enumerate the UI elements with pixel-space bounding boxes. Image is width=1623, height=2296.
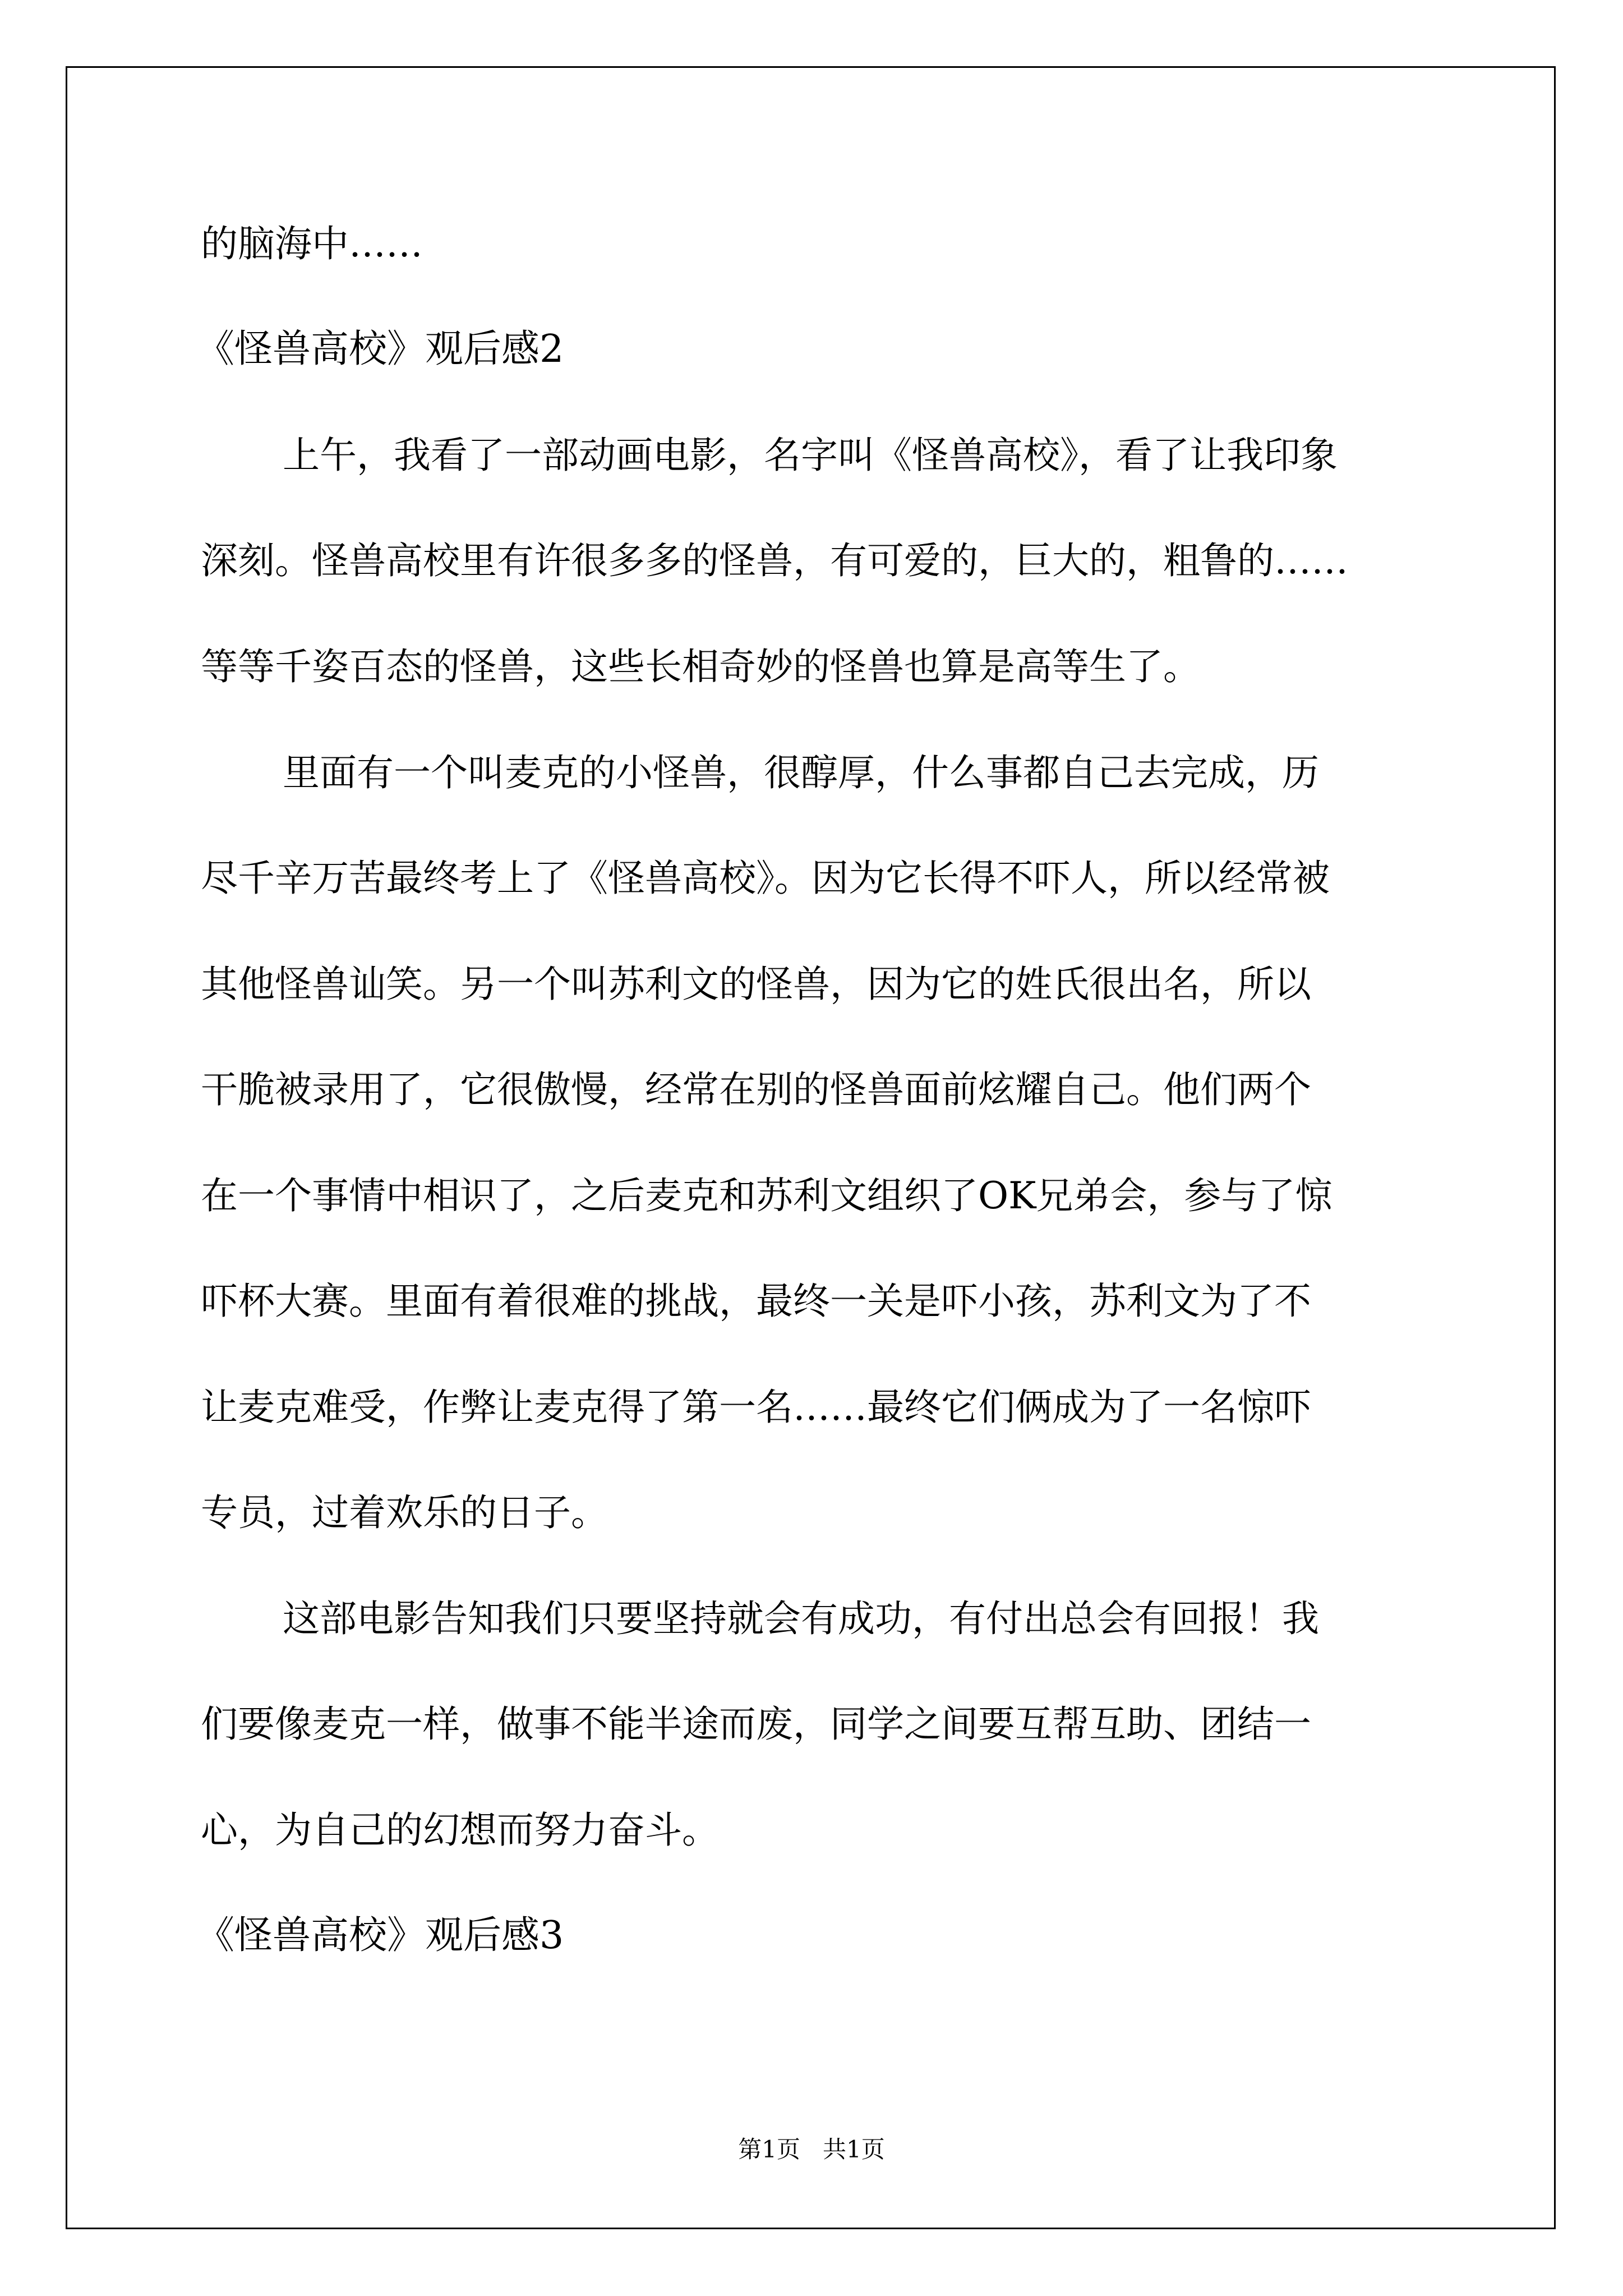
text-line: 的脑海中…… (201, 222, 423, 265)
paragraph-line: 吓杯大赛。里面有着很难的挑战，最终一关是吓小孩，苏利文为了不 (201, 1280, 1311, 1323)
paragraph-line: 上午，我看了一部动画电影，名字叫《怪兽高校》，看了让我印象 (283, 434, 1338, 477)
paragraph-line: 里面有一个叫麦克的小怪兽，很醇厚，什么事都自己去完成，历 (283, 751, 1319, 794)
paragraph-line: 心，为自己的幻想而努力奋斗。 (201, 1809, 719, 1852)
section-heading: 《怪兽高校》观后感2 (196, 327, 564, 371)
paragraph-line: 深刻。怪兽高校里有许很多多的怪兽，有可爱的，巨大的，粗鲁的…… (201, 539, 1348, 582)
page-footer (0, 2133, 1623, 2166)
paragraph-line: 尽千辛万苦最终考上了《怪兽高校》。因为它长得不吓人，所以经常被 (201, 857, 1330, 900)
page-total: 共1页 (823, 2136, 885, 2163)
paragraph-line: 们要像麦克一样，做事不能半途而废，同学之间要互帮互助、团结一 (201, 1703, 1311, 1746)
page-number: 第1页 (738, 2136, 800, 2163)
paragraph-line: 这部电影告知我们只要坚持就会有成功，有付出总会有回报！我 (283, 1597, 1319, 1640)
paragraph-line: 在一个事情中相识了，之后麦克和苏利文组织了OK兄弟会，参与了惊 (201, 1174, 1332, 1217)
paragraph-line: 等等千姿百态的怪兽，这些长相奇妙的怪兽也算是高等生了。 (201, 645, 1200, 688)
paragraph-line: 让麦克难受，作弊让麦克得了第一名……最终它们俩成为了一名惊吓 (201, 1386, 1311, 1429)
paragraph-line: 干脆被录用了，它很傲慢，经常在别的怪兽面前炫耀自己。他们两个 (201, 1068, 1311, 1111)
paragraph-line: 专员，过着欢乐的日子。 (201, 1491, 608, 1534)
paragraph-line: 其他怪兽讪笑。另一个叫苏利文的怪兽，因为它的姓氏很出名，所以 (201, 963, 1311, 1006)
section-heading: 《怪兽高校》观后感3 (196, 1913, 564, 1958)
